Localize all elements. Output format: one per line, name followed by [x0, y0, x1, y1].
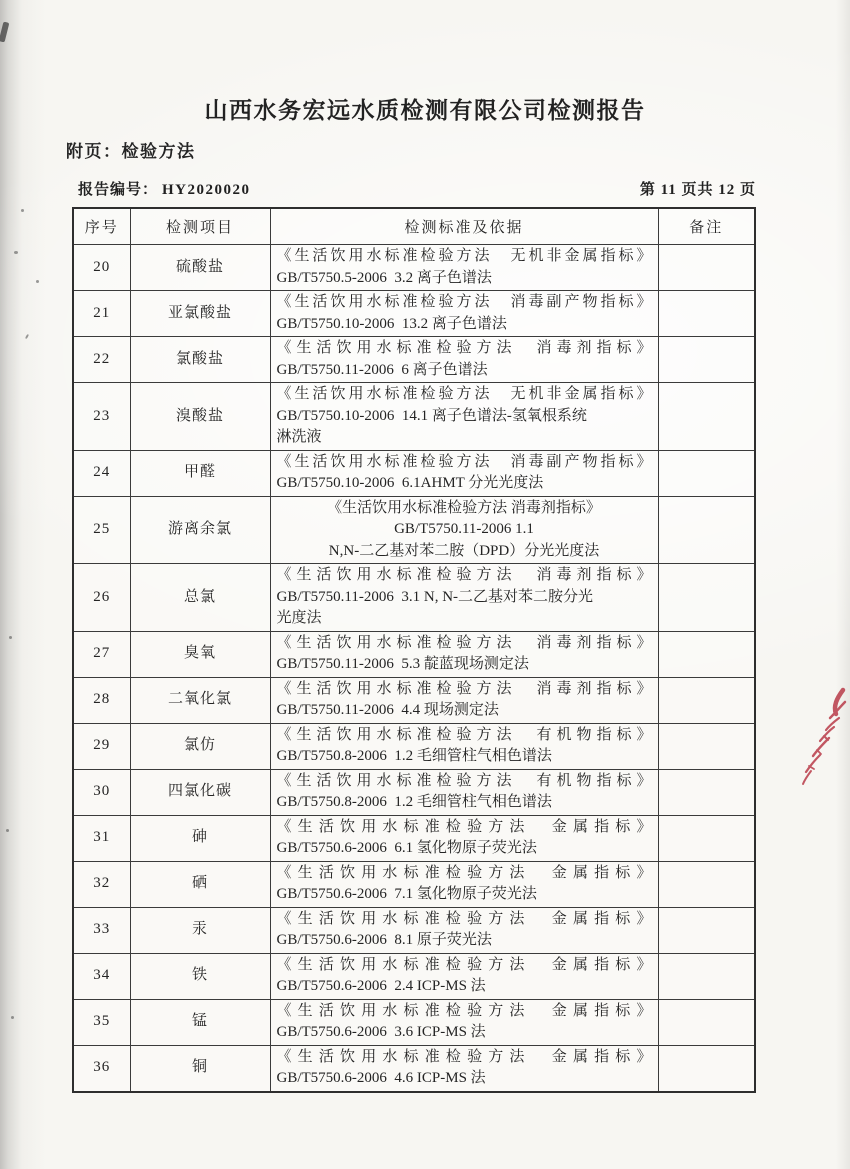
standard-line: 《生活饮用水标准检验方法 金属指标》: [276, 1048, 652, 1065]
standard-cell: [270, 861, 658, 907]
standard-cell: [270, 383, 658, 451]
row-number-cell: 35: [73, 999, 130, 1045]
table-header-row: [73, 208, 755, 245]
standard-cell: [270, 245, 658, 291]
note-cell: [658, 337, 755, 383]
standard-line: 淋洗液: [276, 429, 322, 445]
note-cell: [658, 907, 755, 953]
standard-line: GB/T5750.6-2006 8.1 原子荧光法: [276, 932, 492, 948]
table-row: [73, 999, 755, 1045]
note-cell: [658, 1045, 755, 1092]
standard-cell: [270, 815, 658, 861]
standard-cell: [270, 564, 658, 632]
standard-line: 《生活饮用水标准检验方法 金属指标》: [276, 956, 652, 973]
standard-cell: [270, 631, 658, 677]
standard-line: 《生活饮用水标准检验方法 金属指标》: [276, 910, 652, 927]
standard-line: 《生活饮用水标准检验方法 有机物指标》: [276, 726, 652, 743]
item-cell: 甲醛: [130, 450, 270, 496]
meta-row: [78, 178, 756, 199]
standard-line: 《生活饮用水标准检验方法 消毒副产物指标》: [276, 294, 652, 310]
standard-line: 《生活饮用水标准检验方法 金属指标》: [276, 1002, 652, 1019]
standard-line: GB/T5750.6-2006 4.6 ICP-MS 法: [276, 1070, 486, 1086]
report-number-label: 报告编号：: [78, 181, 159, 198]
note-cell: [658, 291, 755, 337]
row-number-cell: 29: [73, 723, 130, 769]
row-number-cell: 31: [73, 815, 130, 861]
standard-cell: [270, 723, 658, 769]
item-cell: 氯仿: [130, 723, 270, 769]
standard-line: GB/T5750.6-2006 3.6 ICP-MS 法: [276, 1024, 486, 1040]
scan-speck: [6, 829, 9, 832]
standard-line: 《生活饮用水标准检验方法 有机物指标》: [276, 772, 652, 789]
standard-line: 《生活饮用水标准检验方法 金属指标》: [276, 818, 652, 835]
row-number-cell: 36: [73, 1045, 130, 1092]
row-number-cell: 33: [73, 907, 130, 953]
standard-cell: [270, 291, 658, 337]
note-cell: [658, 769, 755, 815]
standard-line: 《生活饮用水标准检验方法 金属指标》: [276, 864, 652, 881]
scan-speck: [25, 334, 29, 339]
standard-line: GB/T5750.6-2006 6.1 氢化物原子荧光法: [276, 840, 537, 856]
note-cell: [658, 723, 755, 769]
appendix-method-label: 附页：检验方法: [66, 142, 196, 161]
standard-line: GB/T5750.11-2006 1.1: [394, 521, 534, 537]
scan-speck: [21, 209, 24, 212]
standard-line: GB/T5750.8-2006 1.2 毛细管柱气相色谱法: [276, 748, 552, 764]
standard-line: GB/T5750.10-2006 6.1AHMT 分光光度法: [276, 475, 544, 491]
row-number-cell: 20: [73, 245, 130, 291]
item-cell: 氯酸盐: [130, 337, 270, 383]
standard-line: GB/T5750.10-2006 13.2 离子色谱法: [276, 315, 507, 332]
standard-cell: [270, 953, 658, 999]
table-row: [73, 383, 755, 451]
scan-speck: [14, 251, 18, 254]
note-cell: [658, 631, 755, 677]
item-cell: 锰: [130, 999, 270, 1045]
note-cell: [658, 677, 755, 723]
table-row: [73, 815, 755, 861]
table-row: [73, 907, 755, 953]
red-stamp-fragment: [796, 678, 850, 814]
standard-line: GB/T5750.11-2006 5.3 靛蓝现场测定法: [276, 656, 529, 672]
row-number-cell: 21: [73, 291, 130, 337]
table-row: [73, 953, 755, 999]
page-indicator: 第 11 页共 12 页: [639, 182, 756, 198]
item-cell: 砷: [130, 815, 270, 861]
note-cell: [658, 815, 755, 861]
row-number-cell: 32: [73, 861, 130, 907]
table-row: [73, 564, 755, 632]
item-cell: 四氯化碳: [130, 769, 270, 815]
item-cell: 溴酸盐: [130, 383, 270, 451]
standard-cell: [270, 677, 658, 723]
standard-line: 《生活饮用水标准检验方法 消毒剂指标》: [276, 680, 652, 697]
note-cell: [658, 999, 755, 1045]
report-number-value: HY2020020: [162, 182, 251, 198]
item-cell: 臭氧: [130, 631, 270, 677]
standard-line: GB/T5750.10-2006 14.1 离子色谱法-氢氧根系统: [276, 407, 587, 424]
scan-corner-mark: [0, 22, 9, 43]
table-row: [73, 769, 755, 815]
note-cell: [658, 953, 755, 999]
note-cell: [658, 383, 755, 451]
standard-cell: [270, 337, 658, 383]
row-number-cell: 22: [73, 337, 130, 383]
scan-speck: [9, 636, 12, 639]
standard-line: 《生活饮用水标准检验方法 无机非金属指标》: [276, 386, 652, 402]
item-cell: 亚氯酸盐: [130, 291, 270, 337]
standard-line: GB/T5750.5-2006 3.2 离子色谱法: [276, 269, 492, 286]
column-header-2: 检测标准及依据: [270, 208, 658, 245]
item-cell: 总氯: [130, 564, 270, 632]
table-row: [73, 291, 755, 337]
item-cell: 汞: [130, 907, 270, 953]
note-cell: [658, 564, 755, 632]
column-header-0: 序号: [73, 208, 130, 245]
standard-line: N,N-二乙基对苯二胺（DPD）分光光度法: [328, 542, 600, 559]
item-cell: 硫酸盐: [130, 245, 270, 291]
table-row: [73, 677, 755, 723]
column-header-1: 检测项目: [130, 208, 270, 245]
standard-line: 《生活饮用水标准检验方法 消毒剂指标》: [276, 567, 652, 583]
item-cell: 游离余氯: [130, 496, 270, 564]
table-row: [73, 496, 755, 564]
report-number: [78, 178, 251, 199]
table-row: [73, 723, 755, 769]
note-cell: [658, 245, 755, 291]
standard-line: GB/T5750.6-2006 2.4 ICP-MS 法: [276, 978, 486, 994]
scan-speck: [11, 1016, 14, 1019]
row-number-cell: 23: [73, 383, 130, 451]
note-cell: [658, 496, 755, 564]
table-row: [73, 631, 755, 677]
row-number-cell: 30: [73, 769, 130, 815]
note-cell: [658, 450, 755, 496]
methods-table: [72, 207, 756, 1093]
table-row: [73, 245, 755, 291]
standard-cell: [270, 999, 658, 1045]
standard-cell: [270, 450, 658, 496]
standard-line: GB/T5750.11-2006 3.1 N, N-二乙基对苯二胺分光: [276, 588, 594, 605]
table-row: [73, 861, 755, 907]
item-cell: 铜: [130, 1045, 270, 1092]
standard-cell: [270, 496, 658, 564]
row-number-cell: 27: [73, 631, 130, 677]
standard-line: 《生活饮用水标准检验方法 消毒副产物指标》: [276, 453, 652, 470]
item-cell: 铁: [130, 953, 270, 999]
standard-line: 《生活饮用水标准检验方法 消毒剂指标》: [276, 340, 652, 356]
standard-line: GB/T5750.8-2006 1.2 毛细管柱气相色谱法: [276, 794, 552, 810]
standard-line: GB/T5750.11-2006 6 离子色谱法: [276, 361, 488, 378]
row-number-cell: 24: [73, 450, 130, 496]
row-number-cell: 25: [73, 496, 130, 564]
item-cell: 二氧化氯: [130, 677, 270, 723]
standard-line: 光度法: [276, 610, 322, 626]
standard-line: GB/T5750.11-2006 4.4 现场测定法: [276, 702, 499, 718]
item-cell: 硒: [130, 861, 270, 907]
standard-line: 《生活饮用水标准检验方法 消毒剂指标》: [276, 634, 652, 651]
table-row: [73, 1045, 755, 1092]
column-header-3: 备注: [658, 208, 755, 245]
scan-speck: [36, 280, 39, 283]
standard-cell: [270, 1045, 658, 1092]
table-row: [73, 337, 755, 383]
row-number-cell: 28: [73, 677, 130, 723]
row-number-cell: 34: [73, 953, 130, 999]
standard-cell: [270, 769, 658, 815]
table-row: [73, 450, 755, 496]
row-number-cell: 26: [73, 564, 130, 632]
standard-line: GB/T5750.6-2006 7.1 氢化物原子荧光法: [276, 886, 537, 902]
report-title: 山西水务宏远水质检测有限公司检测报告: [204, 97, 646, 123]
standard-cell: [270, 907, 658, 953]
note-cell: [658, 861, 755, 907]
standard-line: 《生活饮用水标准检验方法 无机非金属指标》: [276, 248, 652, 264]
standard-line: 《生活饮用水标准检验方法 消毒剂指标》: [327, 499, 601, 516]
